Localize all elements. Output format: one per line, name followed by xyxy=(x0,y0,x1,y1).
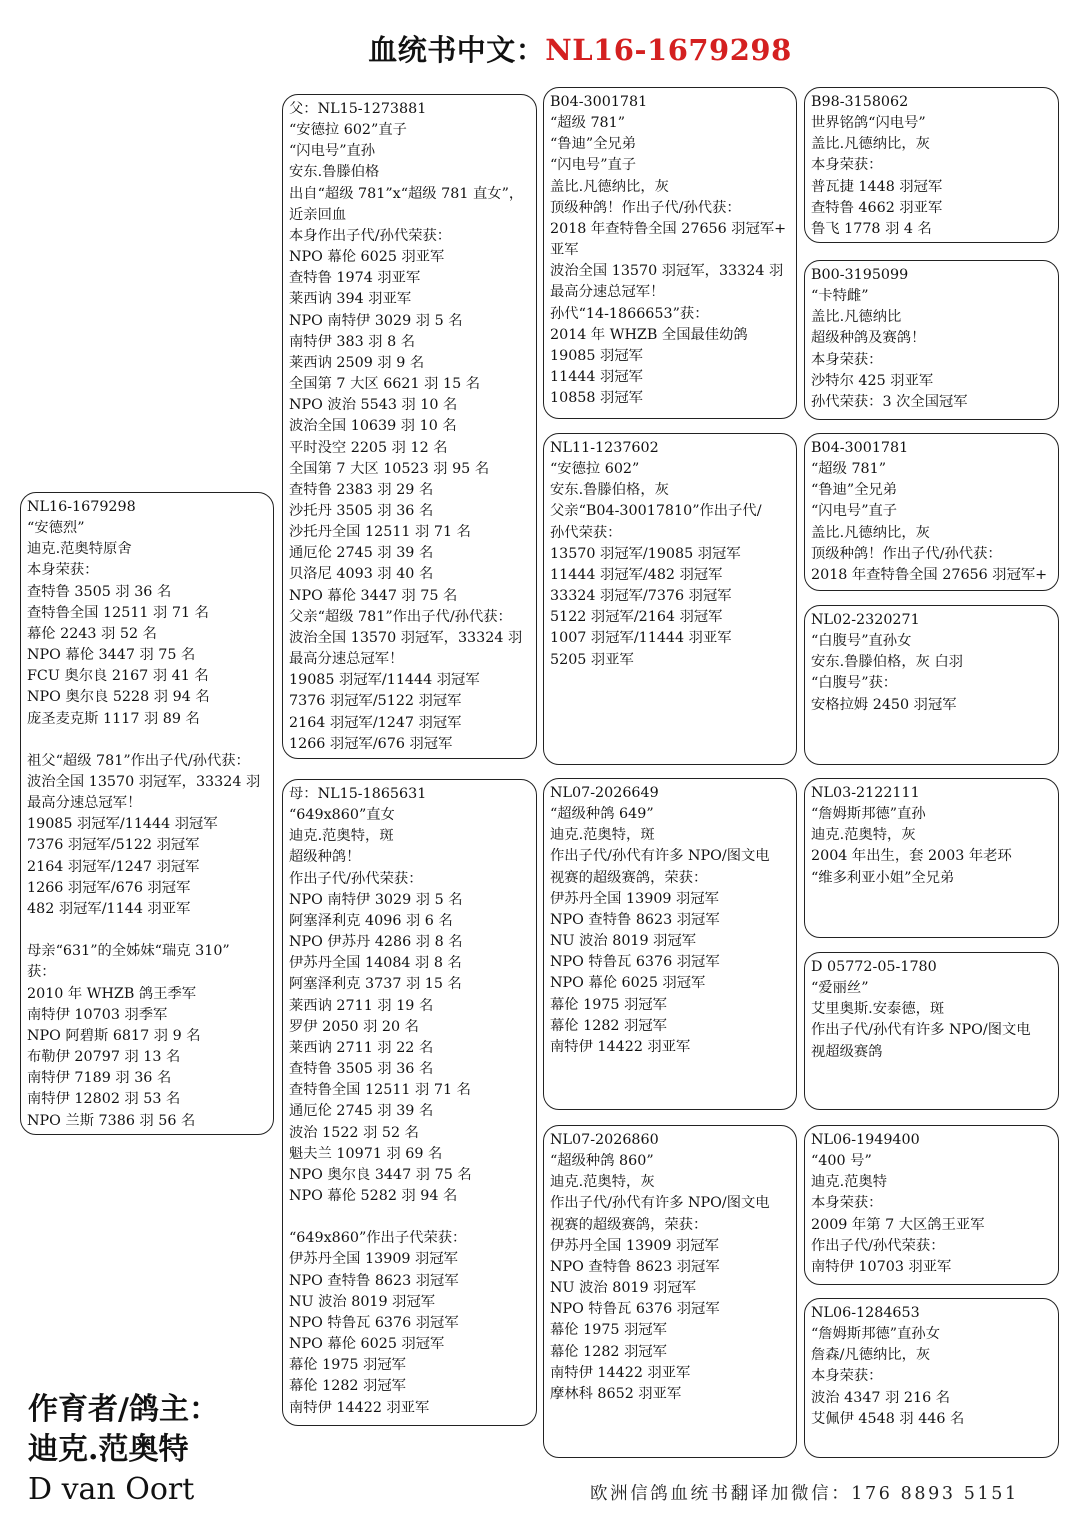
pedigree-line: “詹姆斯邦德”直孙 xyxy=(811,806,926,823)
pedigree-line: 莱西讷 2711 羽 19 名 xyxy=(289,997,434,1014)
pedigree-line: 幕伦 1975 羽冠军 xyxy=(550,996,667,1013)
pedigree-line: 伊苏丹全国 13909 羽冠军 xyxy=(289,1251,458,1268)
great-grandparent-card-2 xyxy=(804,260,1059,420)
great-grandparent-card-8 xyxy=(804,1298,1059,1458)
pedigree-line: NPO 幕伦 6025 羽亚军 xyxy=(289,249,445,266)
pedigree-line: 孙代“14-1866653”获： xyxy=(550,305,709,322)
pedigree-line: 查特鲁 3505 羽 36 名 xyxy=(27,583,172,600)
pedigree-line: 盖比.凡德纳比 xyxy=(811,309,902,326)
pedigree-line: NPO 特鲁瓦 6376 羽冠军 xyxy=(550,954,720,971)
pedigree-line: 19085 羽冠军/11444 羽冠军 xyxy=(289,672,480,689)
pedigree-line: 安东.鲁滕伯格 xyxy=(289,164,380,181)
pedigree-line: 莱西讷 2711 羽 22 名 xyxy=(289,1039,434,1056)
pedigree-line: 庞圣麦克斯 1117 羽 89 名 xyxy=(27,710,200,727)
great-grandparent-text-5 xyxy=(811,783,1052,889)
pedigree-line: 孙代荣获：3 次全国冠军 xyxy=(811,393,968,410)
paternal-granddam-card xyxy=(543,433,797,765)
pedigree-line: 近亲回血 xyxy=(289,206,347,223)
pedigree-line: “安德拉 602”直子 xyxy=(289,122,407,139)
document-title xyxy=(0,28,1080,69)
pedigree-line: 幕伦 1282 羽冠军 xyxy=(550,1343,667,1360)
pedigree-line: NU 波治 8019 羽冠军 xyxy=(289,1293,436,1310)
pedigree-line: 南特伊 12802 羽 53 名 xyxy=(27,1091,181,1108)
pedigree-line: 詹森/凡德纳比，灰 xyxy=(811,1347,931,1364)
pedigree-line: 布勒伊 20797 羽 13 名 xyxy=(27,1049,181,1066)
pedigree-line: 本身荣获： xyxy=(811,157,883,174)
pedigree-line: 本身荣获： xyxy=(811,1368,883,1385)
pedigree-line xyxy=(27,730,267,751)
pedigree-line: NPO 伊苏丹 4286 羽 8 名 xyxy=(289,934,463,951)
pedigree-line: “400 号” xyxy=(811,1153,872,1170)
dam-card xyxy=(282,779,537,1426)
title-ring-number: NL16-1679298 xyxy=(545,33,792,67)
pedigree-line: 最高分速总冠军！ xyxy=(550,284,665,301)
great-grandparent-text-7 xyxy=(811,1130,1052,1278)
pedigree-line: NPO 兰斯 7386 羽 56 名 xyxy=(27,1112,196,1129)
pedigree-line: 2009 年第 7 大区鸽王亚军 xyxy=(811,1216,985,1233)
pedigree-line: 最高分速总冠军！ xyxy=(27,795,142,812)
breeder-label: 作育者/鸽主： xyxy=(28,1392,219,1427)
paternal-grandsire-text xyxy=(550,92,790,409)
pedigree-line: 波治全国 13570 羽冠军，33324 羽 xyxy=(27,774,261,791)
pedigree-line: “爱丽丝” xyxy=(811,980,869,997)
pedigree-line: 沙托丹 3505 羽 36 名 xyxy=(289,502,434,519)
pigeon-card xyxy=(20,492,274,1135)
pedigree-line: 伊苏丹全国 13909 羽冠军 xyxy=(550,1237,719,1254)
pedigree-line: 通厄伦 2745 羽 39 名 xyxy=(289,1103,434,1120)
pedigree-line: D 05772-05-1780 xyxy=(811,959,937,975)
pedigree-line: 获： xyxy=(27,964,56,981)
pedigree-line: 魁夫兰 10971 羽 69 名 xyxy=(289,1145,443,1162)
pedigree-line: 查特鲁全国 12511 羽 71 名 xyxy=(289,1082,471,1099)
pedigree-line: 通厄伦 2745 羽 39 名 xyxy=(289,545,434,562)
pedigree-line: 本身荣获： xyxy=(811,1195,883,1212)
pedigree-line: 全国第 7 大区 6621 羽 15 名 xyxy=(289,376,481,393)
pedigree-line: NL06-1949400 xyxy=(811,1132,920,1148)
pedigree-line: “超级种鸽 649” xyxy=(550,806,654,823)
pedigree-line: 南特伊 14422 羽亚军 xyxy=(289,1399,430,1416)
pedigree-line: FCU 奥尔良 2167 羽 41 名 xyxy=(27,668,209,685)
pedigree-line: 本身荣获： xyxy=(27,562,99,579)
pedigree-line: B98-3158062 xyxy=(811,94,909,110)
pedigree-line: B04-3001781 xyxy=(550,94,648,110)
pedigree-line: NU 波治 8019 羽冠军 xyxy=(550,933,697,950)
pedigree-line: 艾佩伊 4548 羽 446 名 xyxy=(811,1410,965,1427)
pedigree-line: 全国第 7 大区 10523 羽 95 名 xyxy=(289,460,490,477)
pedigree-line: 沙托丹全国 12511 羽 71 名 xyxy=(289,524,471,541)
breeder-name-en: D van Oort xyxy=(28,1472,195,1507)
pedigree-line: 伊苏丹全国 13909 羽冠军 xyxy=(550,890,719,907)
dam-card-text xyxy=(289,784,530,1419)
pigeon-card-text xyxy=(27,497,267,1132)
pedigree-line: 母亲“631”的全姊妹“瑞克 310” xyxy=(27,943,230,960)
pedigree-line: 南特伊 14422 羽亚军 xyxy=(550,1364,691,1381)
pedigree-line: B04-3001781 xyxy=(811,440,909,456)
great-grandparent-card-6 xyxy=(804,952,1059,1110)
pedigree-line: 2018 年查特鲁全国 27656 羽冠军+ xyxy=(550,220,787,237)
pedigree-line: 迪克.范奥特原舍 xyxy=(27,541,132,558)
pedigree-line: NPO 幕伦 6025 羽冠军 xyxy=(550,975,706,992)
maternal-grandsire-text xyxy=(550,783,790,1058)
pedigree-line: 11444 羽冠军 xyxy=(550,369,643,386)
maternal-granddam-text xyxy=(550,1130,790,1405)
pedigree-line: 盖比.凡德纳比，灰 xyxy=(811,136,930,153)
pedigree-line: 查特鲁 4662 羽亚军 xyxy=(811,199,943,216)
pedigree-line: “超级 781” xyxy=(811,461,887,478)
pedigree-line: “超级种鸽 860” xyxy=(550,1153,654,1170)
pedigree-line: “安德烈” xyxy=(27,520,85,537)
pedigree-line: 本身荣获： xyxy=(811,351,883,368)
pedigree-line: “白腹号”直孙女 xyxy=(811,633,912,650)
pedigree-line: 幕伦 1975 羽冠军 xyxy=(550,1322,667,1339)
pedigree-line: 南特伊 10703 羽季军 xyxy=(27,1006,168,1023)
pedigree-line: 摩林科 8652 羽亚军 xyxy=(550,1385,682,1402)
pedigree-line: 盖比.凡德纳比，灰 xyxy=(811,524,930,541)
pedigree-line: 5205 羽亚军 xyxy=(550,651,634,668)
maternal-grandsire-card xyxy=(543,778,797,1110)
pedigree-line: 2164 羽冠军/1247 羽冠军 xyxy=(289,714,462,731)
pedigree-line: 世界铭鸽“闪电号” xyxy=(811,115,926,132)
maternal-granddam-card xyxy=(543,1125,797,1458)
great-grandparent-card-5 xyxy=(804,778,1059,938)
pedigree-line: 幕伦 1282 羽冠军 xyxy=(289,1378,406,1395)
sire-card xyxy=(282,94,537,759)
great-grandparent-text-6 xyxy=(811,957,1052,1063)
pedigree-line: 33324 羽冠军/7376 羽冠军 xyxy=(550,588,732,605)
footer-contact: 欧洲信鸽血统书翻译加微信：176 8893 5151 xyxy=(590,1484,1019,1504)
pedigree-line: 阿塞泽利克 4096 羽 6 名 xyxy=(289,912,453,929)
pedigree-line: 安东.鲁滕伯格，灰 xyxy=(550,482,669,499)
pedigree-line: 南特伊 7189 羽 36 名 xyxy=(27,1070,172,1087)
pedigree-line: “闪电号”直子 xyxy=(811,503,898,520)
paternal-granddam-text xyxy=(550,438,790,671)
pedigree-line: “维多利亚小姐”全兄弟 xyxy=(811,869,955,886)
pedigree-line: 13570 羽冠军/19085 羽冠军 xyxy=(550,545,741,562)
pedigree-line: 作出子代/孙代有许多 NPO/图文电 xyxy=(550,1195,770,1212)
pedigree-line: 安格拉姆 2450 羽冠军 xyxy=(811,696,957,713)
pedigree-line: 查特鲁 3505 羽 36 名 xyxy=(289,1061,434,1078)
pedigree-line: 顶级种鸽！作出子代/孙代获： xyxy=(550,199,741,216)
pedigree-line: NPO 阿碧斯 6817 羽 9 名 xyxy=(27,1027,201,1044)
pedigree-line: 1266 羽冠军/676 羽冠军 xyxy=(27,879,191,896)
pedigree-line: 父亲“B04-30017810”作出子代/ xyxy=(550,503,762,520)
breeder-block xyxy=(28,1390,219,1510)
pedigree-line: NL06-1284653 xyxy=(811,1305,920,1321)
pedigree-line: 波治全国 10639 羽 10 名 xyxy=(289,418,457,435)
pedigree-line: 2014 年 WHZB 全国最佳幼鸽 xyxy=(550,326,748,343)
pedigree-line: 1266 羽冠军/676 羽冠军 xyxy=(289,735,453,752)
pedigree-line: 出自“超级 781”x“超级 781 直女”， xyxy=(289,185,524,202)
pedigree-line: NPO 查特鲁 8623 羽冠军 xyxy=(550,911,720,928)
pedigree-line xyxy=(27,920,267,941)
pedigree-line: 波治 1522 羽 52 名 xyxy=(289,1124,419,1141)
pedigree-line: NL02-2320271 xyxy=(811,612,920,628)
pedigree-line: 2010 年 WHZB 鸽王季军 xyxy=(27,985,197,1002)
pedigree-line: “鲁迪”全兄弟 xyxy=(550,136,637,153)
pedigree-line: 莱西讷 2509 羽 9 名 xyxy=(289,354,425,371)
pedigree-line: 1007 羽冠军/11444 羽亚军 xyxy=(550,630,732,647)
pedigree-line: 艾里奥斯.安泰德，斑 xyxy=(811,1001,945,1018)
pedigree-line: NPO 查特鲁 8623 羽冠军 xyxy=(289,1272,459,1289)
pedigree-line: 10858 羽冠军 xyxy=(550,390,643,407)
great-grandparent-card-4 xyxy=(804,605,1059,765)
pedigree-line: NPO 波治 5543 羽 10 名 xyxy=(289,397,458,414)
pedigree-line: 孙代荣获： xyxy=(550,524,622,541)
pedigree-line: 南特伊 14422 羽亚军 xyxy=(550,1038,691,1055)
pedigree-line: 莱西讷 394 羽亚军 xyxy=(289,291,412,308)
pedigree-line: 普瓦捷 1448 羽冠军 xyxy=(811,178,943,195)
great-grandparent-text-4 xyxy=(811,610,1052,716)
pedigree-line: NPO 幕伦 6025 羽冠军 xyxy=(289,1336,445,1353)
pedigree-line: NPO 南特伊 3029 羽 5 名 xyxy=(289,891,463,908)
pedigree-line: 迪克.范奥特，斑 xyxy=(550,827,655,844)
great-grandparent-card-1 xyxy=(804,87,1059,243)
pedigree-line: “白腹号”获： xyxy=(811,675,898,692)
pedigree-line: 视赛的超级赛鸽，荣获： xyxy=(550,869,708,886)
pedigree-line: NPO 南特伊 3029 羽 5 名 xyxy=(289,312,463,329)
pedigree-line: 482 羽冠军/1144 羽亚军 xyxy=(27,900,191,917)
great-grandparent-card-7 xyxy=(804,1125,1059,1285)
sire-card-text xyxy=(289,99,530,755)
pedigree-line: 波治全国 13570 羽冠军，33324 羽 xyxy=(550,263,784,280)
pedigree-line xyxy=(289,1207,530,1228)
pedigree-line: 超级种鸽！ xyxy=(289,849,361,866)
pedigree-line: 祖父“超级 781”作出子代/孙代获： xyxy=(27,752,250,769)
pedigree-line: NPO 奥尔良 5228 羽 94 名 xyxy=(27,689,210,706)
pedigree-line: 父亲“超级 781”作出子代/孙代获： xyxy=(289,608,512,625)
pedigree-line: B00-3195099 xyxy=(811,267,909,283)
pedigree-line: “安德拉 602” xyxy=(550,461,640,478)
great-grandparent-text-3 xyxy=(811,438,1052,586)
pedigree-line: 贝洛尼 4093 羽 40 名 xyxy=(289,566,434,583)
pedigree-line: 迪克.范奥特，灰 xyxy=(811,827,916,844)
pedigree-line: 亚军 xyxy=(550,242,579,259)
pedigree-line: 5122 羽冠军/2164 羽冠军 xyxy=(550,609,723,626)
pedigree-line: 盖比.凡德纳比，灰 xyxy=(550,178,669,195)
pedigree-line: 鲁飞 1778 羽 4 名 xyxy=(811,220,932,237)
pedigree-line: “鲁迪”全兄弟 xyxy=(811,482,898,499)
pedigree-line: 南特伊 383 羽 8 名 xyxy=(289,333,416,350)
paternal-grandsire-card xyxy=(543,87,797,419)
pedigree-line: 迪克.范奥特 xyxy=(811,1174,888,1191)
pedigree-line: 幕伦 1975 羽冠军 xyxy=(289,1357,406,1374)
pedigree-line: NL11-1237602 xyxy=(550,440,659,456)
pedigree-line: NL03-2122111 xyxy=(811,785,920,801)
pedigree-line: 超级种鸽及赛鸽！ xyxy=(811,330,926,347)
pedigree-line: 作出子代/孙代荣获： xyxy=(289,870,423,887)
pedigree-line: 伊苏丹全国 14084 羽 8 名 xyxy=(289,955,462,972)
pedigree-line: 作出子代/孙代有许多 NPO/图文电 xyxy=(811,1022,1031,1039)
breeder-name-cn: 迪克.范奥特 xyxy=(28,1432,189,1467)
pedigree-line: “詹姆斯邦德”直孙女 xyxy=(811,1326,940,1343)
pedigree-line: 19085 羽冠军/11444 羽冠军 xyxy=(27,816,218,833)
pedigree-line: “649x860”直女 xyxy=(289,807,395,824)
pedigree-line: NPO 幕伦 3447 羽 75 名 xyxy=(27,647,196,664)
pedigree-line: 安东.鲁滕伯格，灰 白羽 xyxy=(811,654,964,671)
pedigree-line: 2018 年查特鲁全国 27656 羽冠军+ xyxy=(811,566,1048,583)
title-prefix: 血统书中文： xyxy=(368,33,546,67)
pedigree-line: 2004 年出生，套 2003 年老环 xyxy=(811,848,1012,865)
pedigree-line: 11444 羽冠军/482 羽冠军 xyxy=(550,566,723,583)
pedigree-line: NPO 特鲁瓦 6376 羽冠军 xyxy=(550,1301,720,1318)
pedigree-line: “闪电号”直孙 xyxy=(289,143,376,160)
pedigree-line: NL07-2026860 xyxy=(550,1132,659,1148)
pedigree-line: 幕伦 1282 羽冠军 xyxy=(550,1017,667,1034)
pedigree-line: 19085 羽冠军 xyxy=(550,347,643,364)
pedigree-line: 作出子代/孙代荣获： xyxy=(811,1237,945,1254)
pedigree-line: 2164 羽冠军/1247 羽冠军 xyxy=(27,858,200,875)
pedigree-line: “超级 781” xyxy=(550,115,626,132)
pedigree-line: 迪克.范奥特，斑 xyxy=(289,828,394,845)
great-grandparent-text-2 xyxy=(811,265,1052,413)
pedigree-line: NPO 查特鲁 8623 羽冠军 xyxy=(550,1258,720,1275)
pedigree-line: 本身作出子代/孙代荣获： xyxy=(289,227,452,244)
pedigree-line: 罗伊 2050 羽 20 名 xyxy=(289,1018,419,1035)
pedigree-line: 母：NL15-1865631 xyxy=(289,786,427,802)
pedigree-line: “649x860”作出子代荣获： xyxy=(289,1230,467,1247)
pedigree-line: NPO 幕伦 3447 羽 75 名 xyxy=(289,587,458,604)
pedigree-line: 7376 羽冠军/5122 羽冠军 xyxy=(27,837,200,854)
pedigree-line: 视超级赛鸽 xyxy=(811,1043,883,1060)
pedigree-line: 平时没空 2205 羽 12 名 xyxy=(289,439,448,456)
pedigree-line: NL16-1679298 xyxy=(27,499,136,515)
pedigree-line: 沙特尔 425 羽亚军 xyxy=(811,372,934,389)
pedigree-line: 顶级种鸽！作出子代/孙代获： xyxy=(811,545,1002,562)
pedigree-line: 7376 羽冠军/5122 羽冠军 xyxy=(289,693,462,710)
pedigree-line: 作出子代/孙代有许多 NPO/图文电 xyxy=(550,848,770,865)
pedigree-line: “闪电号”直子 xyxy=(550,157,637,174)
pedigree-line: 最高分速总冠军！ xyxy=(289,651,404,668)
pedigree-line: 波治全国 13570 羽冠军，33324 羽 xyxy=(289,629,523,646)
pedigree-line: 查特鲁 2383 羽 29 名 xyxy=(289,481,434,498)
pedigree-line: NPO 特鲁瓦 6376 羽冠军 xyxy=(289,1314,459,1331)
pedigree-line: NPO 幕伦 5282 羽 94 名 xyxy=(289,1187,458,1204)
pedigree-line: 迪克.范奥特，灰 xyxy=(550,1174,655,1191)
pedigree-line: NL07-2026649 xyxy=(550,785,659,801)
pedigree-line: 波治 4347 羽 216 名 xyxy=(811,1389,951,1406)
great-grandparent-text-1 xyxy=(811,92,1052,240)
pedigree-line: NU 波治 8019 羽冠军 xyxy=(550,1280,697,1297)
pedigree-line: 视赛的超级赛鸽，荣获： xyxy=(550,1216,708,1233)
pedigree-line: 查特鲁全国 12511 羽 71 名 xyxy=(27,604,209,621)
pedigree-line: 幕伦 2243 羽 52 名 xyxy=(27,625,157,642)
pedigree-line: 查特鲁 1974 羽亚军 xyxy=(289,270,421,287)
pedigree-line: NPO 奥尔良 3447 羽 75 名 xyxy=(289,1166,472,1183)
pedigree-line: “卡特雌” xyxy=(811,288,869,305)
great-grandparent-text-8 xyxy=(811,1303,1052,1430)
pedigree-line: 父：NL15-1273881 xyxy=(289,101,427,117)
pedigree-line: 南特伊 10703 羽亚军 xyxy=(811,1258,952,1275)
great-grandparent-card-3 xyxy=(804,433,1059,591)
pedigree-line: 阿塞泽利克 3737 羽 15 名 xyxy=(289,976,462,993)
